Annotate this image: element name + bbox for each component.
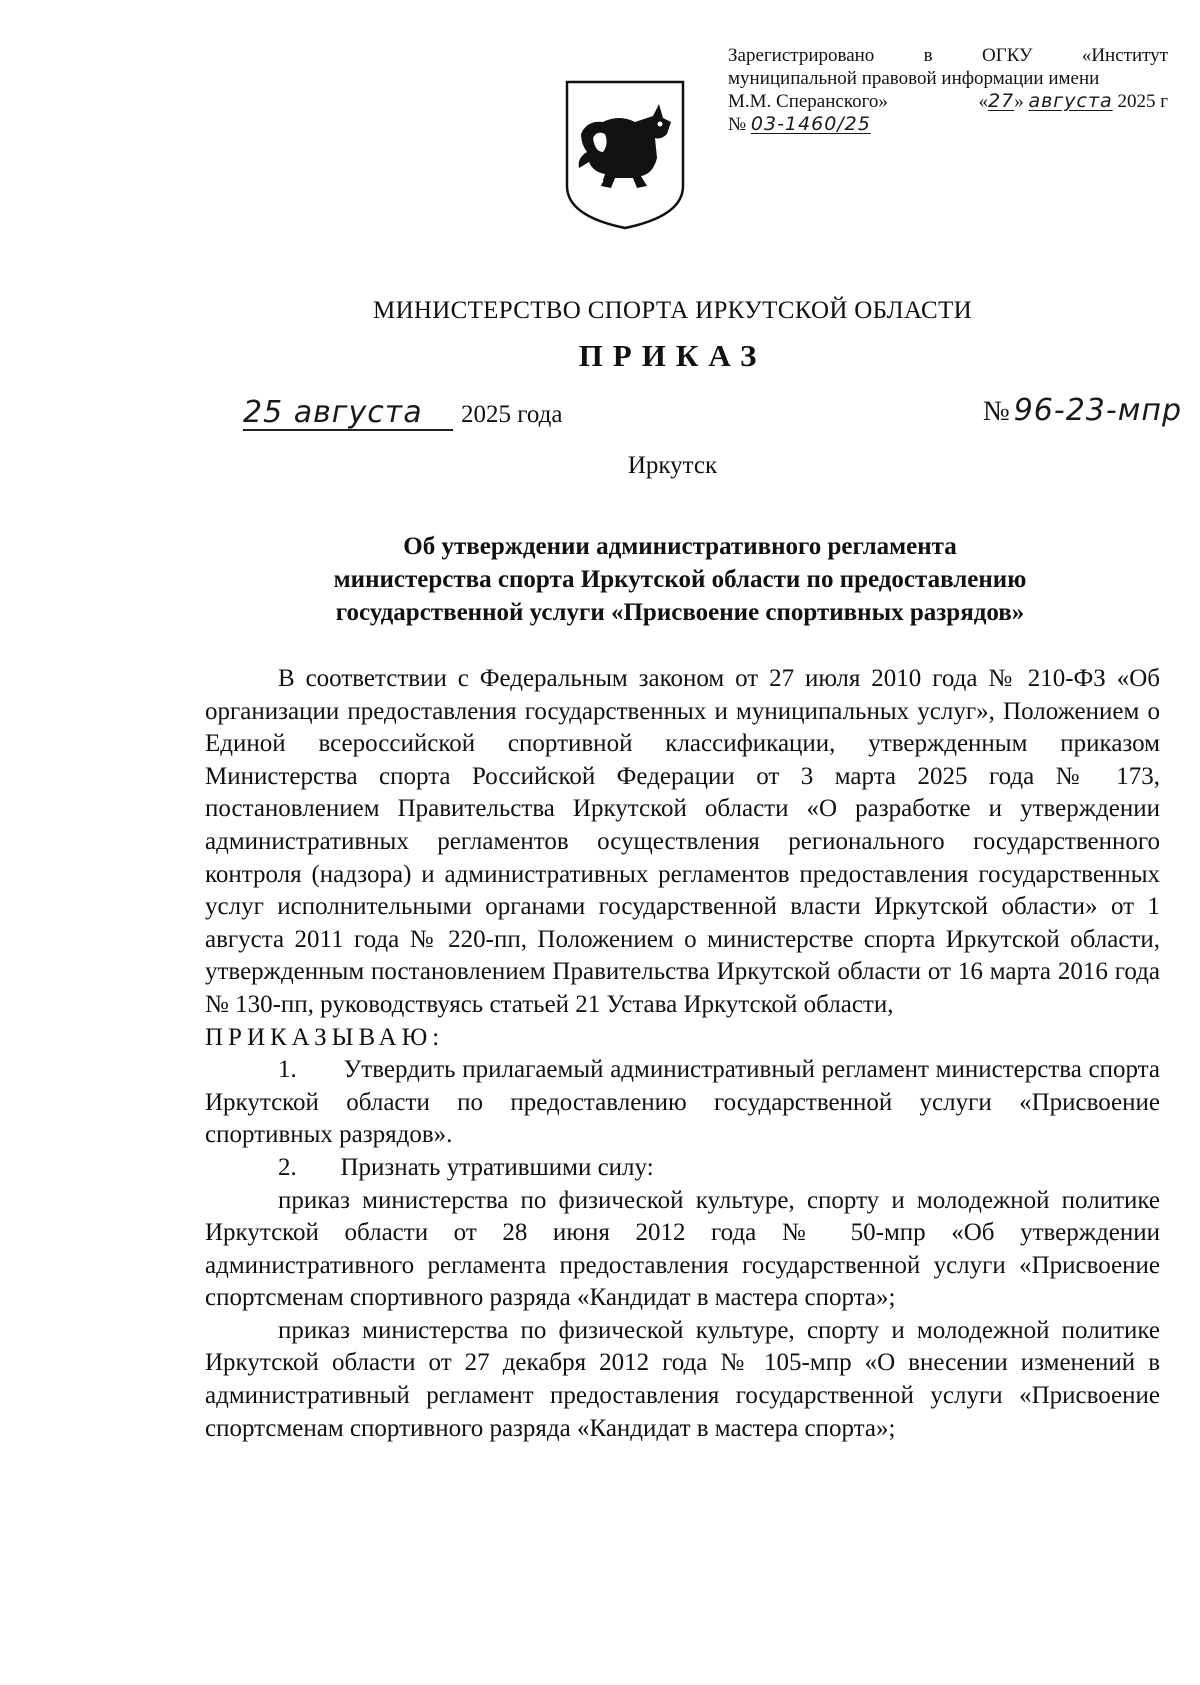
order-number-prefix: № (982, 396, 1010, 427)
order-word: ПРИКАЗЫВАЮ: (205, 1023, 445, 1051)
registration-line-4 (728, 113, 1168, 136)
registration-year: 2025 г (1117, 91, 1168, 112)
ministry-name: МИНИСТЕРСТВО СПОРТА ИРКУТСКОЙ ОБЛАСТИ (373, 297, 972, 324)
order-date-handwritten: 25 августа (243, 397, 453, 431)
registration-month-handwritten: августа (1028, 90, 1113, 112)
repealed-order-1: приказ министерства по физической культуре, спорту и молодежной политике Иркутской области от 28 июня 2012 года № 50-мпр «Об утверждении административного регламента предоставления государственной услуги «Присвоение спортсменам спортивного разряда «Кандидат в мастера спорта»; (205, 1186, 1160, 1312)
coat-of-arms-icon (563, 78, 687, 230)
document-title (200, 530, 1160, 629)
order-number-handwritten: 96-23-мпр (1013, 393, 1182, 428)
registration-preposition: в (923, 45, 933, 66)
registration-word: Зарегистрировано (728, 45, 875, 66)
repealed-order-2: приказ министерства по физической культуре, спорту и молодежной политике Иркутской области от 27 декабря 2012 года № 105-мпр «О внесении изменений в административный регламент предоставления государственной услуги «Присвоение спортсменам спортивного разряда «Кандидат в мастера спорта»; (205, 1316, 1160, 1442)
order-item-1: 1. Утвердить прилагаемый административный регламент министерства спорта Иркутской области по предоставлению государственной услуги «Присвоение спортивных разрядов». (205, 1056, 1160, 1149)
registration-number-handwritten: 03-1460/25 (750, 113, 871, 135)
registration-number-prefix: № (728, 114, 747, 135)
registration-day-handwritten: 27 (988, 90, 1015, 112)
document-body (205, 663, 1160, 1445)
registration-date: «27» августа 2025 г (978, 90, 1168, 112)
order-item-2: 2. Признать утратившими силу: (278, 1153, 654, 1181)
registration-institute: «Институт (1081, 45, 1168, 66)
document-type-heading: ПРИКАЗ (578, 338, 767, 373)
title-line: Об утверждении административного регламента (403, 533, 957, 560)
registration-line-1 (728, 44, 1168, 67)
title-line: государственной услуги «Присвоение спортивных разрядов» (335, 599, 1025, 626)
registration-institute-name: муниципальной правовой информации имени (728, 68, 1100, 89)
registration-line-2 (728, 67, 1168, 90)
registration-org-abbr: ОГКУ (982, 45, 1033, 66)
preamble-paragraph: В соответствии с Федеральным законом от 27 июля 2010 года № 210-ФЗ «Об организации предоставления государственных и муниципальных услуг», Положением о Единой всероссийской спортивной классификации, утвержденным приказом Министерства спорта Российской Федерации от 3 марта 2025 года № 173, постановлением Правительства Иркутской области «О разработке и утверждении административных регламентов осуществления регионального государственного контроля (надзора) и административных регламентов предоставления государственных услуг исполнительными органами государственной власти Иркутской области» от 1 августа 2011 года № 220-пп, Положением о министерстве спорта Иркутской области, утвержденным постановлением Правительства Иркутской области от 16 марта 2016 года № 130-пп, руководствуясь статьей 21 Устава Иркутской области, (205, 665, 1160, 1018)
registration-stamp (728, 44, 1168, 136)
city-name: Иркутск (627, 452, 718, 479)
title-line: министерства спорта Иркутской области по предоставлению (333, 566, 1027, 593)
order-number (983, 393, 1182, 428)
order-year: 2025 года (461, 401, 563, 428)
order-date (243, 397, 562, 431)
registration-speransky: М.М. Сперанского» (728, 91, 888, 112)
registration-line-3 (728, 90, 1168, 113)
